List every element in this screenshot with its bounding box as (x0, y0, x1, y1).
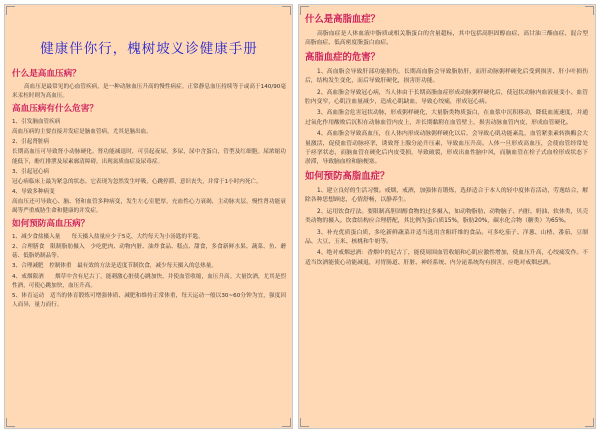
prevention-item: 1、建立良好的生活习惯。戒烟，戒酒，加强体育锻炼，选择适合于本人的轻中度体育活动，劳逸结合，解除各种思想顾虑，心情舒畅，以静养生。 (305, 187, 588, 204)
harm-item: 1、引发脑血管疾病 (12, 119, 61, 126)
harm-item: 2、高血脂会导致冠心病，当人体由于长期高脂血症形成动脉粥样硬化后，使冠状动脉内血液量变小、血管腔内变窄，心肌注血量减少，造成心肌缺血，导致心绞痛，形成冠心病。 (305, 89, 588, 106)
section-heading-hyperlipidemia-harm: 高脂血症的危害？ (305, 51, 381, 63)
harm-item: 4、导致多种病变 (12, 188, 55, 195)
left-page (4, 4, 293, 429)
harm-item: 4、高血脂会导致高血压，在人体内形成动脉粥样硬化以后，会导致心肌功能紊乱，血管紧张素转换酶会大量激活，促使血管动脉痉挛，诱致肾上腺分泌升压素，导致血压升高。人体一旦形成高血压，会使血管经常处于痉挛状态，而脑血管在硬化后内皮受损，导致破裂，形成出血性脑中风，而脑血管在栓子式血栓形成状态下淤滞，导致脑血栓和脑梗塞。 (305, 131, 588, 166)
section-heading-hyperlipidemia-prevention: 如何预防高脂血症？ (305, 170, 390, 182)
prevention-item: 3、补充优质蛋白质，多吃新鲜蔬菜并适当选用含粗纤维的食品。可多吃茄子、洋葱、山楂、番茄、豆制品、大豆、玉米、核桃和牛奶等。 (305, 229, 588, 245)
harm-item: 冠心病临床上最为紧急的状态。它表现为忽然发生呼吸，心跳停滞，意识丧失，并常于1小时内死亡。 (12, 178, 262, 185)
paragraph-hyperlipidemia-definition: 高脂血症是人体血液中脂质或相关脂蛋白的含量超标，其中包括高胆固醇血症、高甘油三酯血症、混合型高脂血症、低高密度脂蛋白血症。 (305, 31, 588, 47)
document-title: 健康伴你行，槐树坡义诊健康手册 (40, 41, 258, 57)
section-heading-hyperlipidemia: 什么是高脂血症？ (305, 14, 381, 25)
harm-item: 1、高血脂会导致肝部功能损伤，长期高血脂会导致脂肪肝，而肝动脉粥样硬化后受到损害、肝小叶损伤后，结构发生变化，而后导致肝硬化，损害肝功能。 (305, 68, 588, 85)
harm-item: 3、引起冠心病 (12, 168, 50, 175)
paragraph-hypertension-definition: 高血压是最常见的心血管疾病，是一种动脉血压升高的慢性病症。正常静息血压持续等于或高于140/90毫米汞柱时则为高血压。 (12, 84, 286, 100)
prevention-item: 1、减少食盐摄入量 每天摄入盐量应少于5克，大约每天为小汤匙的半匙。 (12, 234, 204, 241)
crop-mark (585, 418, 594, 427)
prevention-item: 2、运用饮食疗法。要限制高胆固醇食物的过多摄入，如动物脂肪、动物脑子、内脏、奶油、软体类，贝壳类动物的摄入。饮食结构应合理搭配，其比例为蛋白质15%，脂肪20%，碳水化合物（糖类）为65%。 (305, 208, 588, 225)
crop-mark (282, 6, 291, 15)
crop-mark (585, 6, 594, 15)
section-heading-hypertension: 什么是高血压病？ (12, 69, 81, 79)
right-page (298, 4, 596, 429)
prevention-item: 3、合理减肥 控制体重 最有效的方法是适度节制饮食，减少每天摄入的总热量。 (12, 263, 217, 270)
prevention-item: 4、绝对戒烟忌酒：香烟中的尼古丁，能使周围血管收缩和心肌应激性增加，使血压升高，心绞痛发作。不适当饮酒能使心功能减退，对胃肠道、肝脏、神经系统、内分泌系统均有损害，应绝对戒烟忌酒。 (305, 250, 588, 266)
section-heading-hypertension-harm: 高血压病有什么危害？ (12, 104, 98, 115)
prevention-item: 5、体育运动 适当的体育锻炼可增强体质、减肥和维持正常体重，每天运动一般以30~60分钟为宜，强度因人而异，量力而行。 (12, 292, 286, 308)
prevention-item: 2、合理膳食 限制脂肪摄入 少吃肥肉、动物内脏、油炸食品、糕点、甜食，多食新鲜水果、蔬菜、鱼、蘑菇、低脂奶制品等。 (12, 244, 286, 260)
harm-item: 2、引起肾脏病 (12, 139, 50, 146)
crop-mark (300, 418, 309, 427)
crop-mark (6, 418, 15, 427)
harm-item: 高血压还可导致心、脑、肾和血管多种病变，发生左心室肥厚，充血性心力衰竭，主动脉夹层，慢性肾功能衰竭等严重威胁生命和健康的并发症。 (12, 198, 286, 215)
prevention-item: 4、戒烟限酒 烟草中含有尼古丁，能刺激心脏使心跳加快，并使血管收缩，血压升高。大量饮酒，尤其是烈性酒，可使心跳加快，血压升高。 (12, 273, 286, 289)
crop-mark (6, 6, 15, 15)
harm-item: 高血压病的主要直接并发症是脑血管病，尤其是脑出血。 (12, 129, 152, 136)
harm-item: 3、高血脂会危害冠状动脉，形成粥样硬化，大量脂类物质蛋白，在血浆中沉积移动，降低血流速度，并通过氧化作用酸败后沉积在动脉血管内皮上，并长期黏附在血管壁上，损害动脉血管内皮，形成血管硬化。 (305, 110, 588, 126)
section-heading-hypertension-prevention: 如何预防高血压病？ (12, 219, 90, 230)
harm-item: 长期高血压可导致肾小动脉硬化。肾功能减退时，可引起夜尿，多尿，尿中含蛋白，管型及红细胞。尿浓缩功能低下，酚红排泄及尿素廓清障碍。出现氮质血症及尿毒症。 (12, 149, 286, 165)
crop-mark (300, 6, 309, 15)
crop-mark (282, 418, 291, 427)
